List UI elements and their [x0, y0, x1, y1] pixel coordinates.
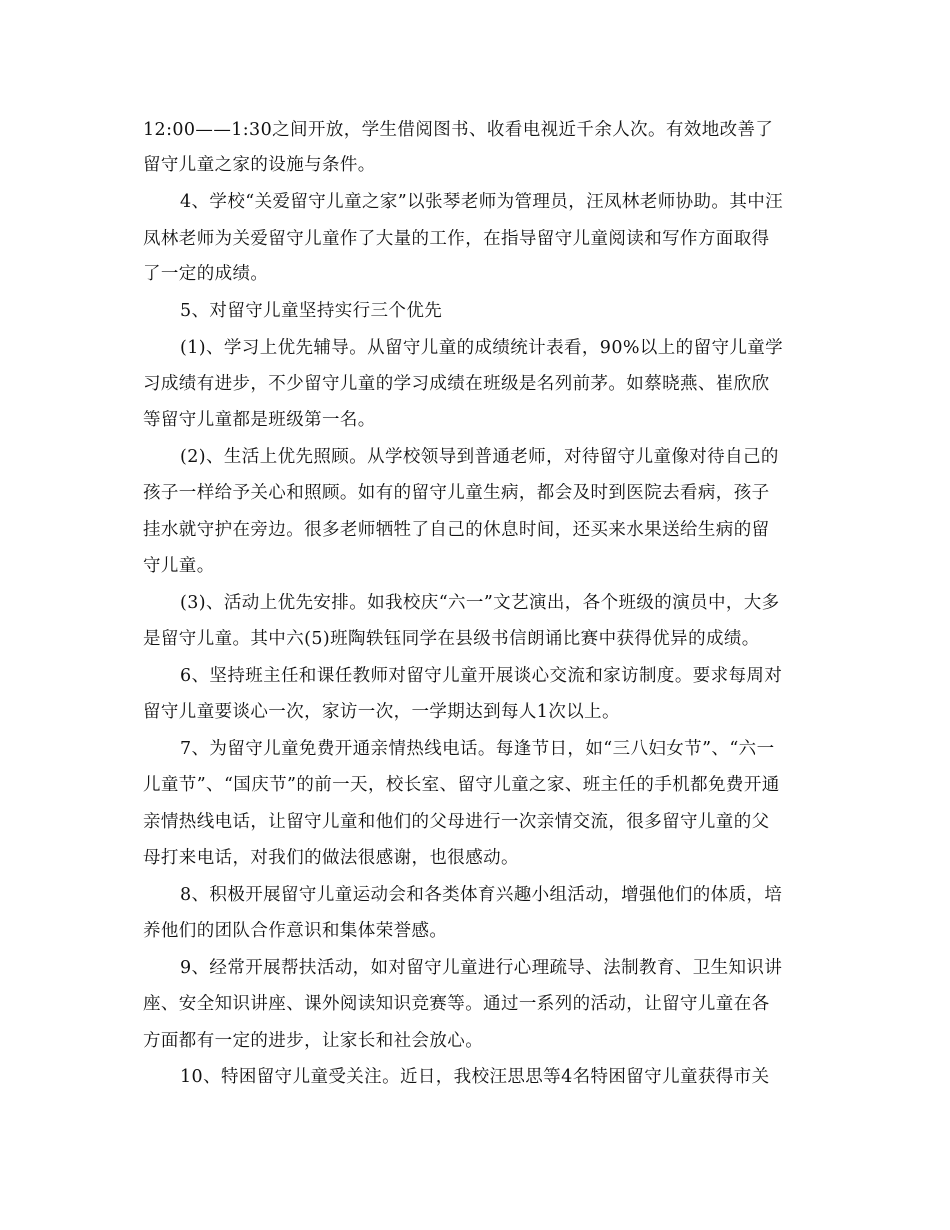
text-line: 了一定的成绩。 [143, 264, 269, 284]
text-line: 留守儿童要谈心一次，家访一次，一学期达到每人1次以上。 [143, 702, 620, 722]
text-line: 座、安全知识讲座、课外阅读知识竞赛等。通过一系列的活动，让留守儿童在各 [143, 994, 770, 1014]
paragraph-4-line: 4、学校“关爱留守儿童之家”以张琴老师为管理员，汪凤林老师协助。其中汪 [180, 192, 784, 212]
text-line: 等留守儿童都是班级第一名。 [143, 410, 376, 430]
text-line: 习成绩有进步，不少留守儿童的学习成绩在班级是名列前茅。如蔡晓燕、崔欣欣 [143, 374, 770, 394]
text-line: 凤林老师为关爱留守儿童作了大量的工作，在指导留守儿童阅读和写作方面取得 [143, 229, 770, 249]
text-line: 是留守儿童。其中六(5)班陶轶钰同学在县级书信朗诵比赛中获得优异的成绩。 [143, 629, 760, 649]
paragraph-5-line: 5、对留守儿童坚持实行三个优先 [180, 301, 443, 321]
text-line: 孩子一样给予关心和照顾。如有的留守儿童生病，都会及时到医院去看病，孩子 [143, 483, 770, 503]
text-line: 留守儿童之家的设施与条件。 [143, 155, 376, 175]
paragraph-5-1-line: (1)、学习上优先辅导。从留守儿童的成绩统计表看，90%以上的留守儿童学 [180, 338, 784, 358]
text-line: 挂水就守护在旁边。很多老师牺牲了自己的休息时间，还买来水果送给生病的留 [143, 520, 770, 540]
paragraph-9-line: 9、经常开展帮扶活动，如对留守儿童进行心理疏导、法制教育、卫生知识讲 [180, 958, 783, 978]
paragraph-5-2-line: (2)、生活上优先照顾。从学校领导到普通老师，对待留守儿童像对待自己的 [180, 447, 779, 467]
paragraph-7-line: 7、为留守儿童免费开通亲情热线电话。每逢节日，如“三八妇女节”、“六一 [180, 739, 775, 759]
text-line: 养他们的团队合作意识和集体荣誉感。 [143, 921, 448, 941]
text-line: 方面都有一定的进步，让家长和社会放心。 [143, 1031, 484, 1051]
paragraph-6-line: 6、坚持班主任和课任教师对留守儿童开展谈心交流和家访制度。要求每周对 [180, 666, 783, 686]
text-line: 守儿童。 [143, 556, 215, 576]
paragraph-10-line: 10、特困留守儿童受关注。近日，我校汪思思等4名特困留守儿童获得市关 [180, 1067, 770, 1087]
paragraph-5-3-line: (3)、活动上优先安排。如我校庆“六一”文艺演出，各个班级的演员中，大多 [180, 593, 780, 613]
text-line: 12:00——1:30之间开放，学生借阅图书、收看电视近千余人次。有效地改善了 [143, 120, 774, 140]
text-line: 儿童节”、“国庆节”的前一天，校长室、留守儿童之家、班主任的手机都免费开通 [143, 775, 780, 795]
text-line: 亲情热线电话，让留守儿童和他们的父母进行一次亲情交流，很多留守儿童的父 [143, 812, 770, 832]
text-line: 母打来电话，对我们的做法很感谢，也很感动。 [143, 848, 519, 868]
paragraph-8-line: 8、积极开展留守儿童运动会和各类体育兴趣小组活动，增强他们的体质，培 [180, 885, 783, 905]
